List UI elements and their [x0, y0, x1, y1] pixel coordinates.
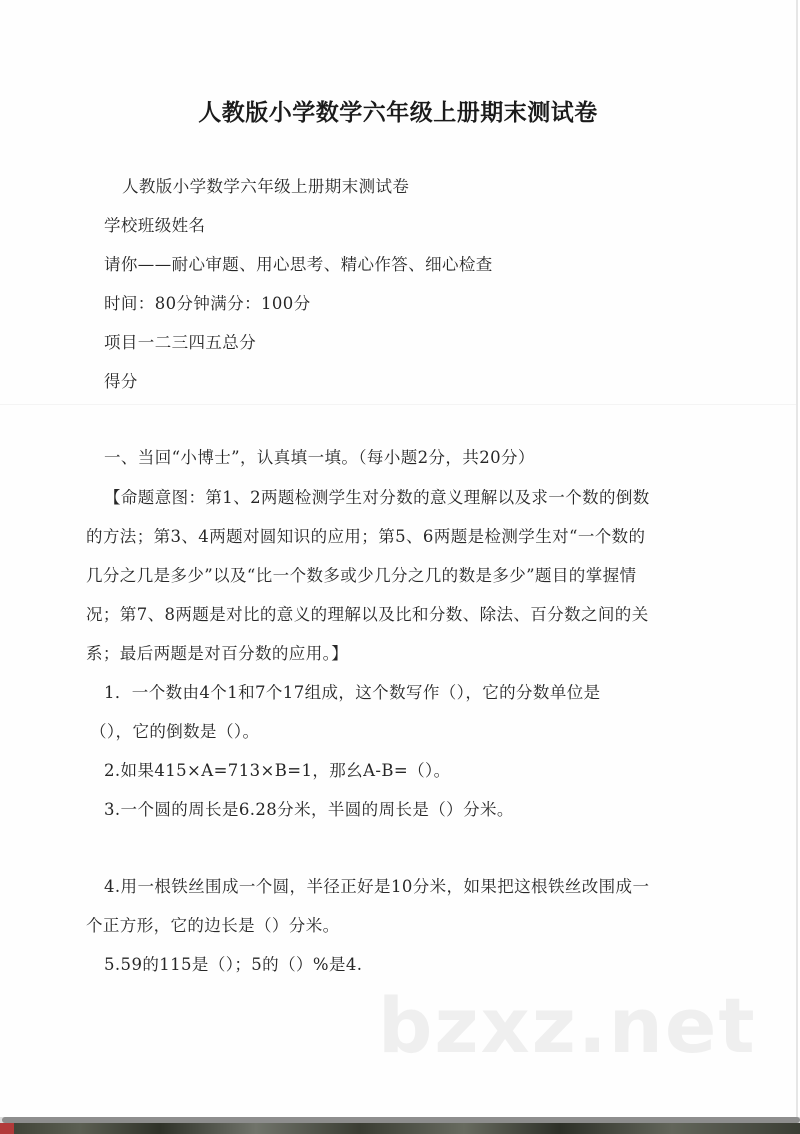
- intent-line: 系；最后两题是对百分数的应用。】: [86, 644, 349, 663]
- intent-line: 的方法；第3、4两题对圆知识的应用；第5、6两题是检测学生对“一个数的: [86, 527, 646, 546]
- section-divider: [0, 404, 796, 405]
- header-score-table-items: 项目一二三四五总分: [104, 333, 257, 352]
- bottom-image-strip: [0, 1123, 800, 1134]
- question-1-continued: （），它的倒数是（）。: [90, 722, 260, 741]
- question-3: 3.一个圆的周长是6.28分米，半圆的周长是（）分米。: [104, 800, 514, 819]
- question-4-continued: 个正方形，它的边长是（）分米。: [86, 916, 340, 935]
- header-school-class-name: 学校班级姓名: [104, 216, 206, 235]
- section-1-heading: 一、当回“小博士”，认真填一填。（每小题2分，共20分）: [104, 448, 535, 467]
- header-subtitle: 人教版小学数学六年级上册期末测试卷: [122, 177, 410, 196]
- bottom-strip-red-marker: [0, 1123, 14, 1134]
- intent-line: 【命题意图：第1、2两题检测学生对分数的意义理解以及求一个数的倒数: [104, 488, 650, 507]
- header-instruction: 请你——耐心审题、用心思考、精心作答、细心检查: [104, 255, 493, 274]
- watermark: bzxz.net: [378, 981, 757, 1070]
- intent-line: 几分之几是多少”以及“比一个数多或少几分之几的数是多少”题目的掌握情: [86, 566, 637, 585]
- question-1: 1．一个数由4个1和7个17组成，这个数写作（），它的分数单位是: [104, 683, 601, 702]
- header-score-row: 得分: [104, 372, 138, 391]
- question-2: 2.如果415×A=713×B=1，那幺A-B=（）。: [104, 761, 451, 780]
- header-time-score: 时间：80分钟满分：100分: [104, 294, 311, 313]
- question-5: 5.59的115是（）；5的（）%是4.: [104, 955, 363, 974]
- intent-line: 况；第7、8两题是对比的意义的理解以及比和分数、除法、百分数之间的关: [86, 605, 649, 624]
- question-4: 4.用一根铁丝围成一个圆，半径正好是10分米，如果把这根铁丝改围成一: [104, 877, 650, 896]
- document-title: 人教版小学数学六年级上册期末测试卷: [198, 100, 598, 126]
